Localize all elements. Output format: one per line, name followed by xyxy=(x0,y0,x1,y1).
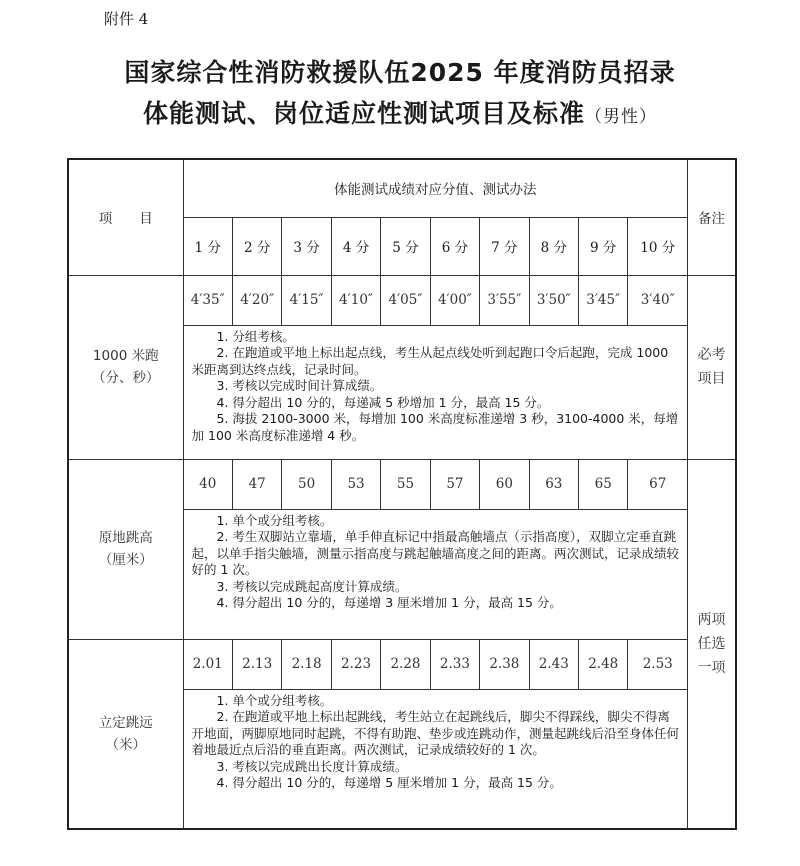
remark-line: 一项 xyxy=(697,659,726,676)
method-step: 5. 海拔 2100-3000 米，每增加 100 米高度标准递增 3 秒，3100-4000 米，每增加 100 米高度标准递增 4 秒。 xyxy=(191,411,679,444)
score-value: 57 xyxy=(430,459,479,509)
score-value: 3′40″ xyxy=(628,275,688,325)
item-name: 原地跳高 xyxy=(98,530,153,546)
score-header: 1 分 xyxy=(183,217,232,275)
score-header: 9 分 xyxy=(579,217,628,275)
method-step: 4. 得分超出 10 分的，每递增 3 厘米增加 1 分，最高 15 分。 xyxy=(216,595,562,611)
method-step: 1. 单个或分组考核。 xyxy=(216,512,333,528)
attachment-label: 附件 4 xyxy=(104,10,149,28)
method-1000m-run xyxy=(183,325,688,459)
score-value: 4′05″ xyxy=(381,275,430,325)
method-step: 4. 得分超出 10 分的，每递减 5 秒增加 1 分，最高 15 分。 xyxy=(216,394,550,410)
item-name: 1000 米跑 xyxy=(92,348,159,364)
score-value: 55 xyxy=(381,459,430,509)
method-step: 1. 分组考核。 xyxy=(216,328,295,344)
score-value: 2.01 xyxy=(183,639,232,689)
method-step: 2. 考生双脚站立靠墙，单手伸直标记中指最高触墙点（示指高度），双脚立定垂直跳起，以单手指尖触墙，测量示指高度与跳起触墙高度之间的距离。两次测试，记录成绩较好的 1 次。 xyxy=(191,529,680,578)
item-unit: （厘米） xyxy=(98,552,153,568)
score-value: 47 xyxy=(232,459,281,509)
score-value: 2.18 xyxy=(282,639,331,689)
score-value: 4′35″ xyxy=(183,275,232,325)
score-header: 6 分 xyxy=(430,217,479,275)
method-step: 4. 得分超出 10 分的，每递增 5 厘米增加 1 分，最高 15 分。 xyxy=(216,775,562,791)
page-title-line2 xyxy=(0,94,800,130)
method-standing-high-jump xyxy=(183,509,688,639)
standards-table xyxy=(67,158,737,830)
score-header: 8 分 xyxy=(529,217,578,275)
score-value: 2.53 xyxy=(628,639,688,689)
score-value: 65 xyxy=(579,459,628,509)
item-unit: （分、秒） xyxy=(92,370,160,386)
score-value: 2.28 xyxy=(381,639,430,689)
score-header: 2 分 xyxy=(232,217,281,275)
score-header: 10 分 xyxy=(628,217,688,275)
title-subtitle: （男性） xyxy=(585,107,657,127)
score-value: 60 xyxy=(480,459,529,509)
title-main: 体能测试、岗位适应性测试项目及标准 xyxy=(142,99,585,128)
score-value: 4′10″ xyxy=(331,275,380,325)
item-standing-high-jump xyxy=(68,459,183,639)
remark-choose-one xyxy=(688,459,736,829)
score-value: 67 xyxy=(628,459,688,509)
score-value: 3′55″ xyxy=(480,275,529,325)
method-step: 2. 在跑道或平地上标出起跳线，考生站立在起跳线后，脚尖不得踩线，脚尖不得离开地面，两脚原地同时起跳，不得有助跑、垫步或连跳动作，测量起跳线后沿至身体任何着地最近点后沿的垂直距离。两次测试，记录成绩较好的 1 次。 xyxy=(191,709,680,758)
score-value: 2.38 xyxy=(480,639,529,689)
score-value: 2.13 xyxy=(232,639,281,689)
remark-line: 任选 xyxy=(697,635,726,652)
score-value: 40 xyxy=(183,459,232,509)
method-step: 3. 考核以完成跳出长度计算成绩。 xyxy=(216,758,408,774)
score-header: 5 分 xyxy=(381,217,430,275)
score-value: 2.48 xyxy=(579,639,628,689)
method-step: 3. 考核以完成时间计算成绩。 xyxy=(216,378,383,394)
item-unit: （米） xyxy=(105,736,146,753)
score-value: 53 xyxy=(331,459,380,509)
score-value: 2.23 xyxy=(331,639,380,689)
score-value: 2.43 xyxy=(529,639,578,689)
method-standing-long-jump xyxy=(183,689,688,829)
score-header: 3 分 xyxy=(282,217,331,275)
remark-line: 两项 xyxy=(697,611,726,628)
header-remark: 备注 xyxy=(688,159,736,275)
score-value: 50 xyxy=(282,459,331,509)
item-name: 立定跳远 xyxy=(98,714,153,731)
method-step: 2. 在跑道或平地上标出起点线，考生从起点线处听到起跑口令后起跑，完成 1000 米距离到达终点线，记录时间。 xyxy=(191,345,669,377)
score-value: 63 xyxy=(529,459,578,509)
method-step: 3. 考核以完成跳起高度计算成绩。 xyxy=(216,578,408,594)
score-value: 2.33 xyxy=(430,639,479,689)
score-value: 4′00″ xyxy=(430,275,479,325)
score-header: 7 分 xyxy=(480,217,529,275)
remark-required xyxy=(688,275,736,459)
score-value: 3′45″ xyxy=(579,275,628,325)
header-score-method: 体能测试成绩对应分值、测试办法 xyxy=(183,159,688,217)
score-value: 4′15″ xyxy=(282,275,331,325)
score-header: 4 分 xyxy=(331,217,380,275)
item-standing-long-jump xyxy=(68,639,183,829)
remark-line: 项目 xyxy=(697,371,726,387)
score-value: 4′20″ xyxy=(232,275,281,325)
header-item: 项 目 xyxy=(68,159,183,275)
item-1000m-run xyxy=(68,275,183,459)
method-step: 1. 单个或分组考核。 xyxy=(216,692,333,708)
remark-line: 必考 xyxy=(697,347,726,363)
score-value: 3′50″ xyxy=(529,275,578,325)
page-title-line1: 国家综合性消防救援队伍2025 年度消防员招录 xyxy=(124,58,676,87)
